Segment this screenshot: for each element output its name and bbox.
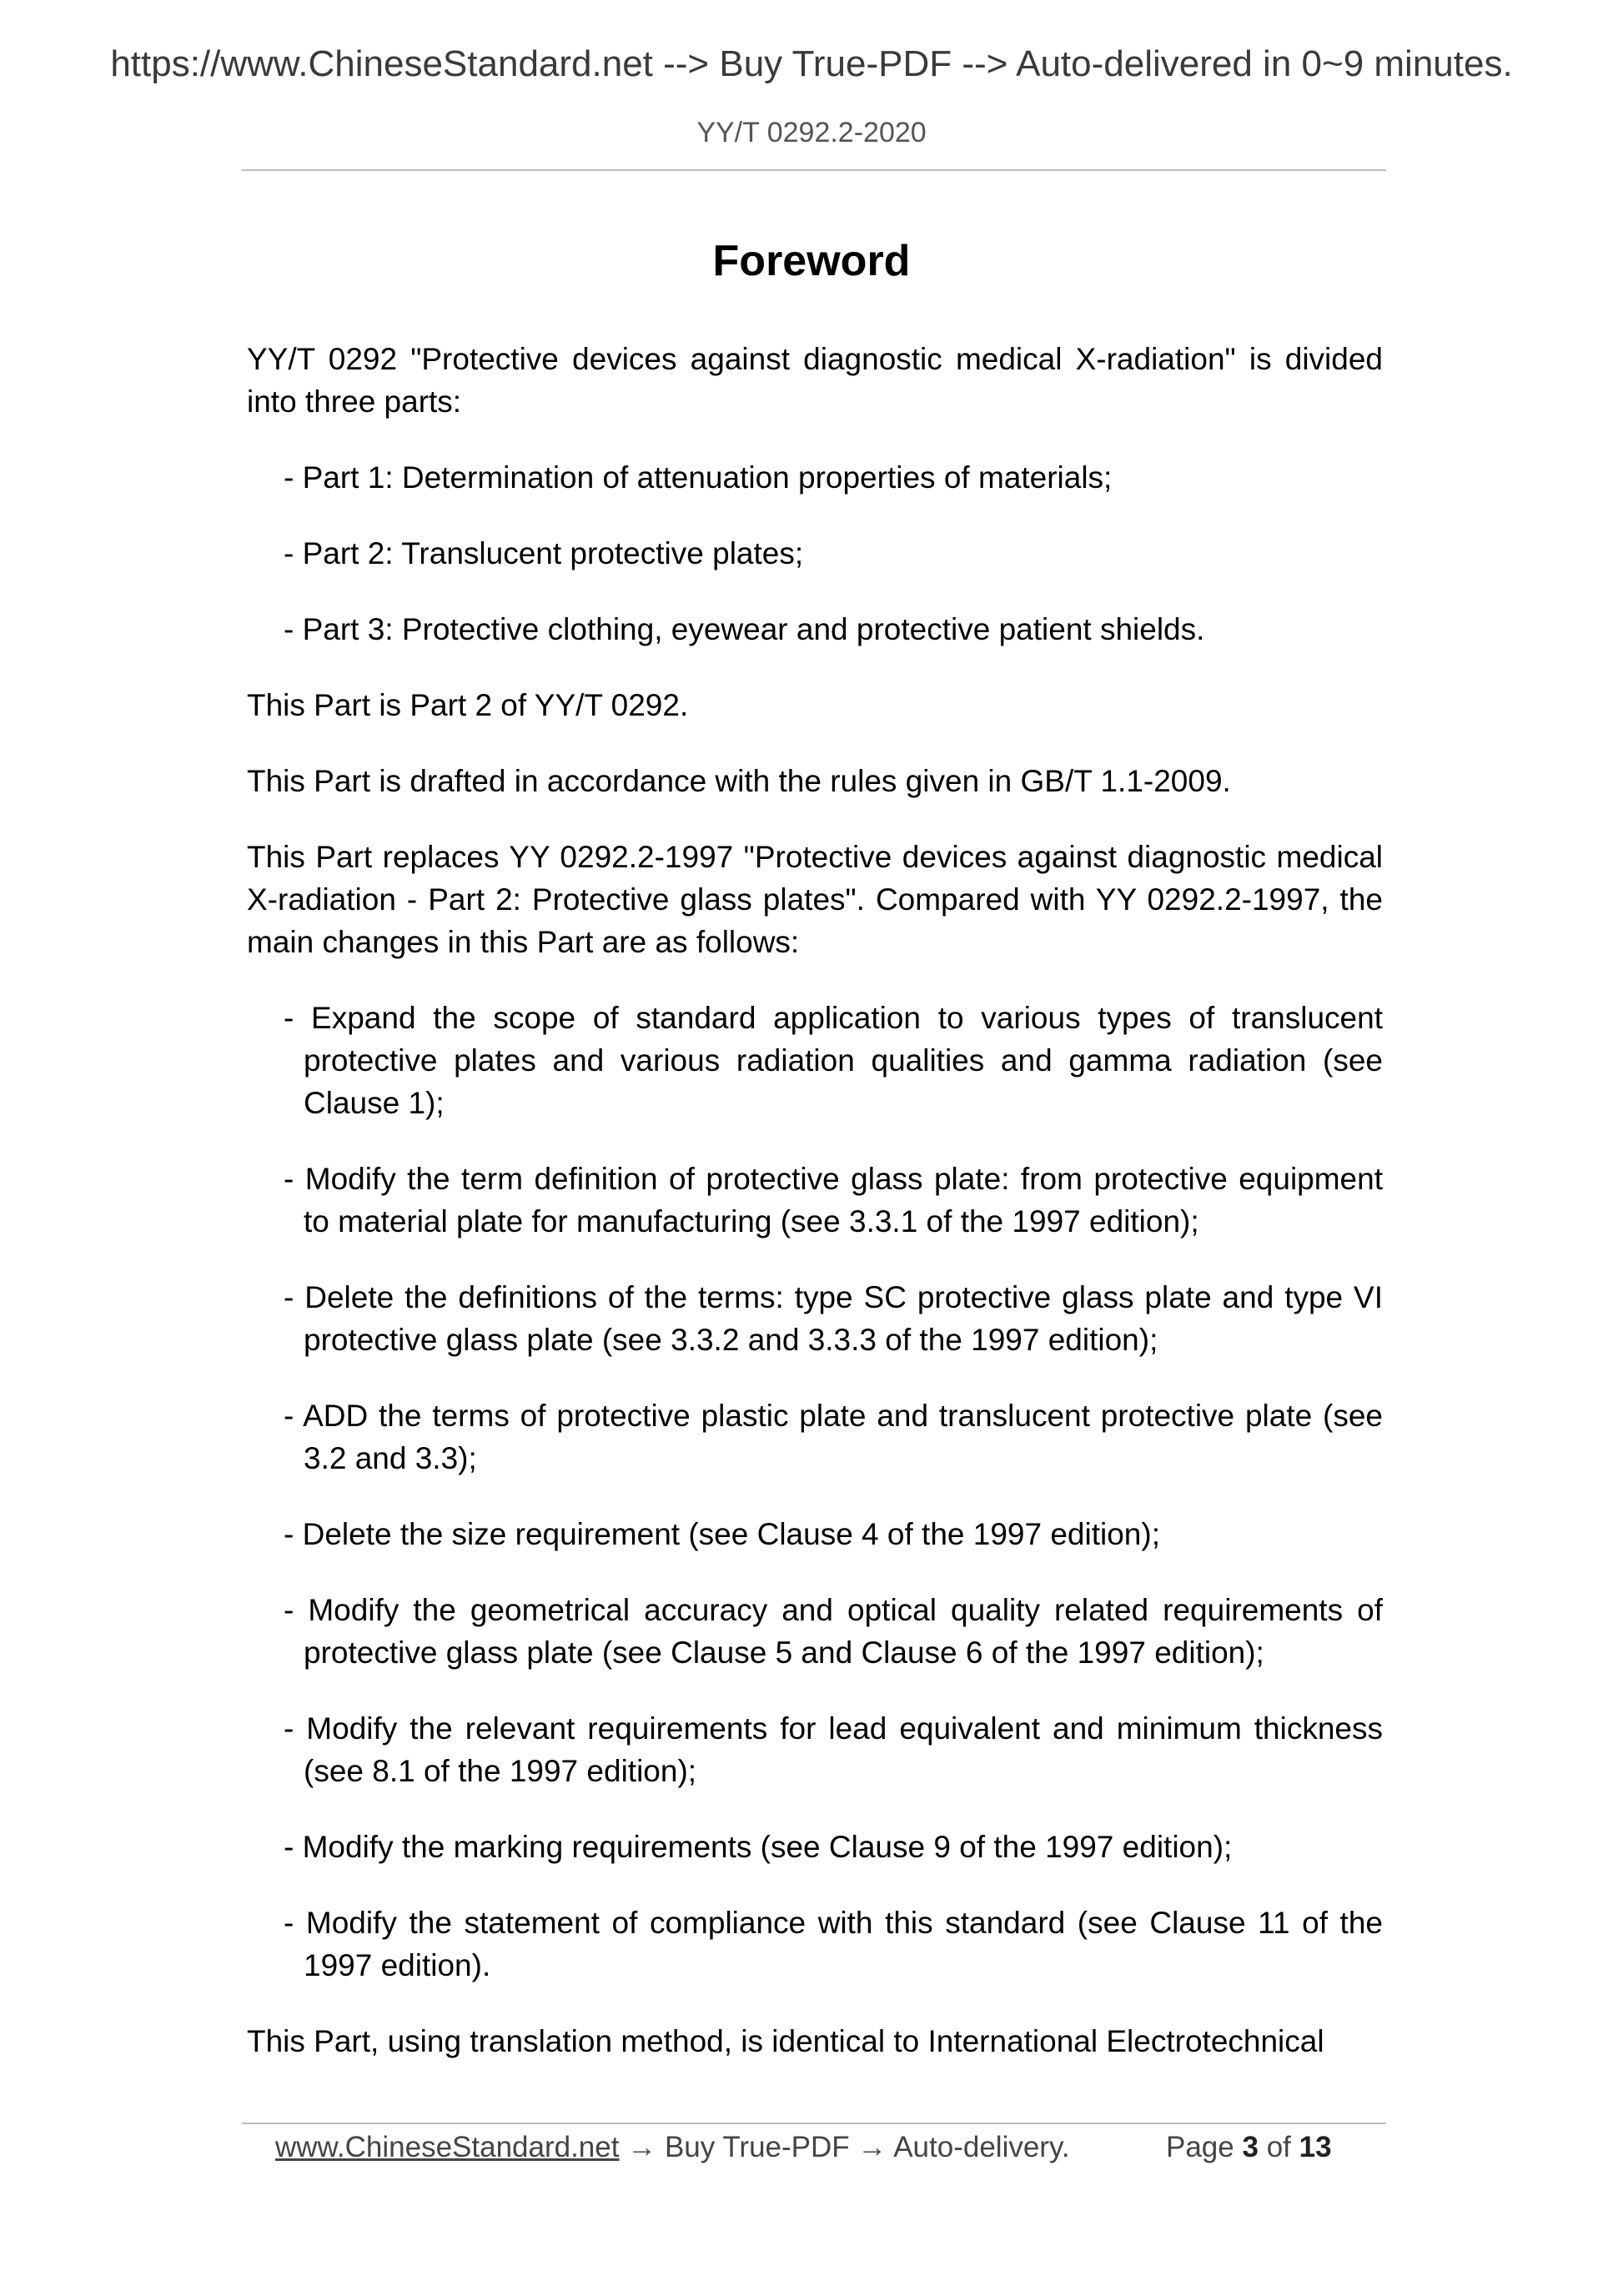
list-item-change: - Modify the relevant requirements for lead equivalent and minimum thickness (see 8.1 of the 1997 edition);	[284, 1711, 1383, 1788]
list-item-change: - Delete the definitions of the terms: type SC protective glass plate and type VI protective glass plate (see 3.3.2 and 3.3.3 of the 1997 edition);	[284, 1280, 1383, 1357]
paragraph-translation: This Part, using translation method, is identical to International Electrotechnical	[247, 2024, 1324, 2058]
page-indicator	[1166, 2131, 1332, 2164]
list-item-part-3: - Part 3: Protective clothing, eyewear and protective patient shields.	[284, 612, 1205, 646]
list-item-part-1: - Part 1: Determination of attenuation properties of materials;	[284, 460, 1113, 495]
paragraph-part-statement: This Part is Part 2 of YY/T 0292.	[247, 688, 689, 722]
footer-divider	[242, 2123, 1386, 2124]
document-number: YY/T 0292.2-2020	[696, 117, 927, 148]
page-current: 3	[1242, 2131, 1259, 2163]
list-item-change: - Modify the term definition of protective glass plate: from protective equipment to material plate for manufacturing (see 3.3.1 of the 1997 edition);	[284, 1162, 1383, 1238]
list-item-change: - Expand the scope of standard application to various types of translucent protective plates and various radiation qualities and gamma radiation (see Clause 1);	[284, 1001, 1383, 1120]
page-of-label: of	[1266, 2131, 1291, 2163]
footer-delivery-text: Auto-delivery.	[893, 2131, 1070, 2163]
paragraph-drafting-rules: This Part is drafted in accordance with the rules given in GB/T 1.1-2009.	[247, 764, 1231, 798]
paragraph-intro: YY/T 0292 "Protective devices against diagnostic medical X-radiation" is divided into three parts:	[247, 342, 1383, 419]
list-item-change: - Modify the geometrical accuracy and optical quality related requirements of protective glass plate (see Clause 5 and Clause 6 of the 1997 edition);	[284, 1593, 1383, 1670]
page-label: Page	[1166, 2131, 1234, 2163]
list-item-change: - Modify the marking requirements (see Clause 9 of the 1997 edition);	[284, 1830, 1233, 1864]
arrow-icon: →	[627, 2131, 657, 2163]
header-divider	[242, 169, 1386, 171]
list-item-part-2: - Part 2: Translucent protective plates;	[284, 536, 804, 570]
footer-site-link[interactable]: www.ChineseStandard.net	[275, 2131, 620, 2163]
list-item-change: - Delete the size requirement (see Clause 4 of the 1997 edition);	[284, 1517, 1160, 1551]
foreword-body	[247, 338, 1383, 2096]
source-banner: https://www.ChineseStandard.net --> Buy True-PDF --> Auto-delivered in 0~9 minutes.	[110, 43, 1513, 84]
page-title: Foreword	[712, 237, 911, 285]
footer-buy-text: Buy True-PDF	[664, 2131, 850, 2163]
list-item-change: - ADD the terms of protective plastic plate and translucent protective plate (see 3.2 and 3.3);	[284, 1399, 1383, 1475]
list-item-change: - Modify the statement of compliance with this standard (see Clause 11 of the 1997 edition).	[284, 1906, 1383, 1982]
page-total: 13	[1299, 2131, 1332, 2163]
page-footer	[275, 2131, 1359, 2164]
paragraph-replaces: This Part replaces YY 0292.2-1997 "Protective devices against diagnostic medical X-radiation - Part 2: Protective glass plates". Compared with YY 0292.2-1997, the main changes in this Part are as follows:	[247, 840, 1383, 959]
arrow-icon: →	[857, 2131, 887, 2163]
